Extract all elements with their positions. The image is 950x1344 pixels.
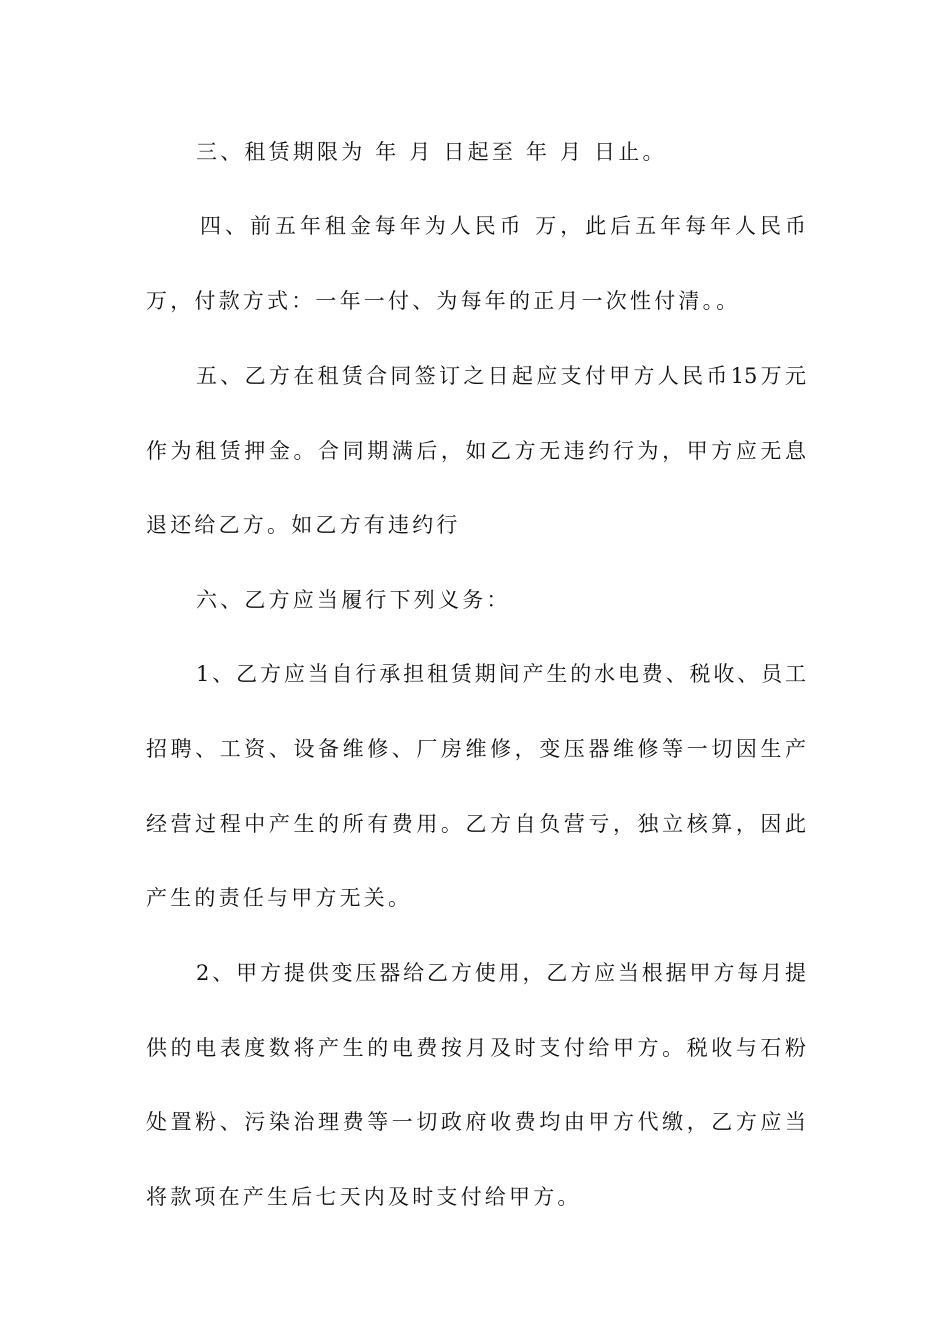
clause-5-line-2: 作为租赁押金。合同期满后，如乙方无违约行为，甲方应无息 bbox=[146, 439, 806, 463]
item-2-line-1: 2、甲方提供变压器给乙方使用，乙方应当根据甲方每月提 bbox=[196, 961, 806, 985]
item-1-line-3: 经营过程中产生的所有费用。乙方自负营亏，独立核算，因此 bbox=[146, 812, 806, 836]
item-1-line-1: 1、乙方应当自行承担租赁期间产生的水电费、税收、员工 bbox=[196, 662, 806, 686]
item-1-line-4: 产生的责任与甲方无关。 bbox=[146, 886, 413, 910]
clause-6-heading: 六、乙方应当履行下列义务： bbox=[196, 588, 511, 612]
clause-3-line: 三、租赁期限为 年 月 日起至 年 月 日止。 bbox=[196, 140, 667, 164]
item-2-line-2: 供的电表度数将产生的电费按月及时支付给甲方。税收与石粉 bbox=[146, 1036, 806, 1060]
item-2-line-4: 将款项在产生后七天内及时支付给甲方。 bbox=[146, 1185, 582, 1209]
clause-5-line-3: 退还给乙方。如乙方有违约行 bbox=[146, 513, 461, 537]
clause-4-line-1: 四、前五年租金每年为人民币 万，此后五年每年人民币 bbox=[200, 214, 806, 238]
clause-5-line-1: 五、乙方在租赁合同签订之日起应支付甲方人民币15万元 bbox=[196, 364, 806, 388]
clause-4-line-2: 万，付款方式：一年一付、为每年的正月一次性付清。。 bbox=[146, 289, 741, 313]
item-1-line-2: 招聘、工资、设备维修、厂房维修，变压器维修等一切因生产 bbox=[146, 737, 806, 761]
item-2-line-3: 处置粉、污染治理费等一切政府收费均由甲方代缴，乙方应当 bbox=[146, 1110, 806, 1134]
